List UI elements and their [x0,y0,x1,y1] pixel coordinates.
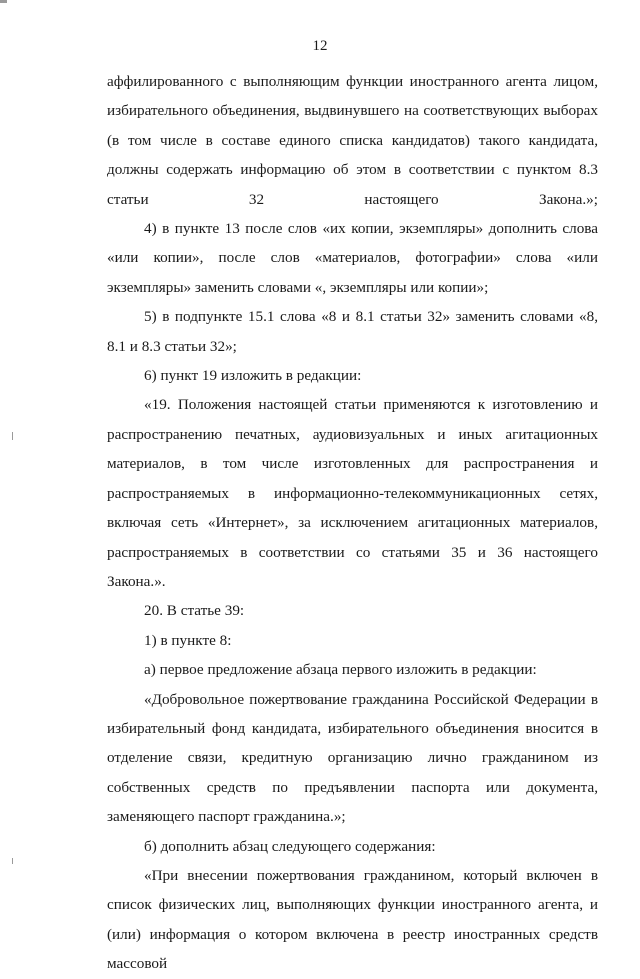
paragraph-item-6: 6) пункт 19 изложить в редакции: [144,367,362,385]
scan-mark-top-left [0,0,7,3]
paragraph-quote-donation: «Добровольное пожертвование гражданина Российской Федерации в избирательный фонд кандидата, избирательного объединения вносится в отделение связи, кредитную организацию лично гражданином из собственных средств по предъявлении паспорта или документа, заменяющего паспорт гражданина.»; [107,690,598,826]
paragraph-subitem-1: 1) в пункте 8: [144,631,232,649]
paragraph-subitem-b: б) дополнить абзац следующего содержания: [144,837,436,855]
scan-mark-bottom-left [12,858,13,864]
paragraph-subitem-a: а) первое предложение абзаца первого изложить в редакции: [144,661,537,679]
scan-mark-left [12,432,13,440]
paragraph-quote-foreign-agent: «При внесении пожертвования гражданином, который включен в список физических лиц, выполняющих функции иностранного агента, и (или) информация о котором включена в реестр иностранных средств массовой [107,866,598,973]
paragraph-item-5: 5) в подпункте 15.1 слова «8 и 8.1 статьи 32» заменить словами «8, 8.1 и 8.3 статьи 32»; [107,308,598,355]
paragraph-continuation: аффилированного с выполняющим функции иностранного агента лицом, избирательного объединения, выдвинувшего на соответствующих выборах (в том числе в составе единого списка кандидатов) такого кандидата, должны содержать информацию об этом в соответствии с пунктом 8.3 статьи 32 настоящего Закона.»; [107,73,598,208]
paragraph-item-4: 4) в пункте 13 после слов «их копии, экземпляры» дополнить слова «или копии», после слов «материалов, фотографии» слова «или экземпляры» заменить словами «, экземпляры или копии»; [107,220,598,296]
document-body [107,67,598,979]
paragraph-article-20: 20. В статье 39: [144,602,245,620]
paragraph-quote-19: «19. Положения настоящей статьи применяются к изготовлению и распространению печатных, аудиовизуальных и иных агитационных материалов, в том числе изготовленных для распространения и распространяемых в информационно-телекоммуникационных сетях, включая сеть «Интернет», за исключением агитационных материалов, распространяемых в соответствии со статьями 35 и 36 настоящего Закона.». [107,396,598,590]
page-number: 12 [312,38,328,54]
